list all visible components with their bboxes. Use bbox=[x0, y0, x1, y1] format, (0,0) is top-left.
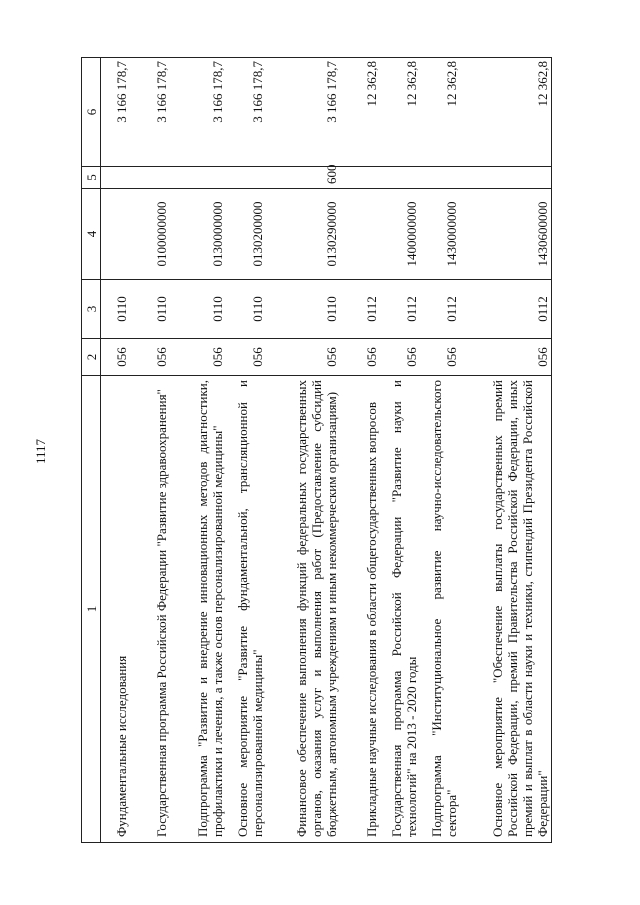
row-target-code: 0130200000 bbox=[226, 189, 266, 280]
column-header-5: 5 bbox=[82, 167, 101, 189]
row-target-code bbox=[340, 189, 380, 280]
row-amount: 3 166 178,7 bbox=[130, 58, 170, 167]
row-name: Государственная программа Российской Федерации "Развитие здравоохранения" bbox=[130, 376, 170, 843]
row-name: Фундаментальные исследования bbox=[101, 376, 130, 843]
table-row bbox=[226, 58, 266, 843]
page-number: 1117 bbox=[33, 438, 48, 464]
row-name: Основное мероприятие "Обеспечение выплаты государственных премий Российской Федерации, премий Правительства Российской Федерации, иных премий и выплат в области науки и техники, стипендий Президента Российской Федерации" bbox=[460, 376, 552, 843]
table-row bbox=[420, 58, 460, 843]
row-amount: 3 166 178,7 bbox=[226, 58, 266, 167]
row-section-code: 0112 bbox=[380, 280, 420, 339]
row-expense-type bbox=[380, 167, 420, 189]
row-expense-type bbox=[340, 167, 380, 189]
row-section-code: 0110 bbox=[130, 280, 170, 339]
row-ministry-code: 056 bbox=[101, 339, 130, 376]
table-row bbox=[380, 58, 420, 843]
column-header-6: 6 bbox=[82, 58, 101, 167]
row-name: Подпрограмма "Развитие и внедрение инновационных методов диагностики, профилактики и лечения, а также основ персонализированной медицины" bbox=[170, 376, 226, 843]
budget-table bbox=[81, 57, 552, 843]
row-ministry-code: 056 bbox=[380, 339, 420, 376]
row-target-code: 1430600000 bbox=[460, 189, 552, 280]
row-target-code: 0130000000 bbox=[170, 189, 226, 280]
column-header-4: 4 bbox=[82, 189, 101, 280]
row-name: Прикладные научные исследования в области общегосударственных вопросов bbox=[340, 376, 380, 843]
column-header-3: 3 bbox=[82, 280, 101, 339]
row-section-code: 0112 bbox=[420, 280, 460, 339]
row-amount: 3 166 178,7 bbox=[266, 58, 340, 167]
table-row bbox=[130, 58, 170, 843]
row-amount: 12 362,8 bbox=[420, 58, 460, 167]
row-amount: 12 362,8 bbox=[460, 58, 552, 167]
column-header-2: 2 bbox=[82, 339, 101, 376]
row-target-code: 0130290000 bbox=[266, 189, 340, 280]
row-expense-type bbox=[170, 167, 226, 189]
row-ministry-code: 056 bbox=[340, 339, 380, 376]
column-header-1: 1 bbox=[82, 376, 101, 843]
row-section-code: 0110 bbox=[170, 280, 226, 339]
row-section-code: 0112 bbox=[340, 280, 380, 339]
table-row bbox=[266, 58, 340, 843]
row-expense-type bbox=[226, 167, 266, 189]
row-section-code: 0110 bbox=[266, 280, 340, 339]
row-amount: 12 362,8 bbox=[380, 58, 420, 167]
table-row bbox=[340, 58, 380, 843]
table-header-row bbox=[82, 58, 101, 843]
row-target-code: 1430000000 bbox=[420, 189, 460, 280]
row-ministry-code: 056 bbox=[170, 339, 226, 376]
row-target-code: 0100000000 bbox=[130, 189, 170, 280]
row-ministry-code: 056 bbox=[266, 339, 340, 376]
row-expense-type: 600 bbox=[266, 167, 340, 189]
row-ministry-code: 056 bbox=[130, 339, 170, 376]
row-section-code: 0110 bbox=[101, 280, 130, 339]
table-row bbox=[101, 58, 130, 843]
table-row bbox=[170, 58, 226, 843]
row-target-code: 1400000000 bbox=[380, 189, 420, 280]
row-expense-type bbox=[130, 167, 170, 189]
row-target-code bbox=[101, 189, 130, 280]
row-expense-type bbox=[460, 167, 552, 189]
table-row bbox=[460, 58, 552, 843]
row-name: Подпрограмма "Институциональное развитие научно-исследовательского сектора" bbox=[420, 376, 460, 843]
row-ministry-code: 056 bbox=[420, 339, 460, 376]
row-expense-type bbox=[101, 167, 130, 189]
row-amount: 3 166 178,7 bbox=[101, 58, 130, 167]
row-section-code: 0110 bbox=[226, 280, 266, 339]
row-name: Государственная программа Российской Федерации "Развитие науки и технологий" на 2013 - 2020 годы bbox=[380, 376, 420, 843]
row-section-code: 0112 bbox=[460, 280, 552, 339]
row-ministry-code: 056 bbox=[226, 339, 266, 376]
row-expense-type bbox=[420, 167, 460, 189]
row-name: Финансовое обеспечение выполнения функций федеральных государственных органов, оказания услуг и выполнения работ (Предоставление субсидий бюджетным, автономным учреждениям и иным некоммерческим организациям) bbox=[266, 376, 340, 843]
row-amount: 12 362,8 bbox=[340, 58, 380, 167]
row-name: Основное мероприятие "Развитие фундаментальной, трансляционной и персонализированной медицины" bbox=[226, 376, 266, 843]
row-amount: 3 166 178,7 bbox=[170, 58, 226, 167]
row-ministry-code: 056 bbox=[460, 339, 552, 376]
